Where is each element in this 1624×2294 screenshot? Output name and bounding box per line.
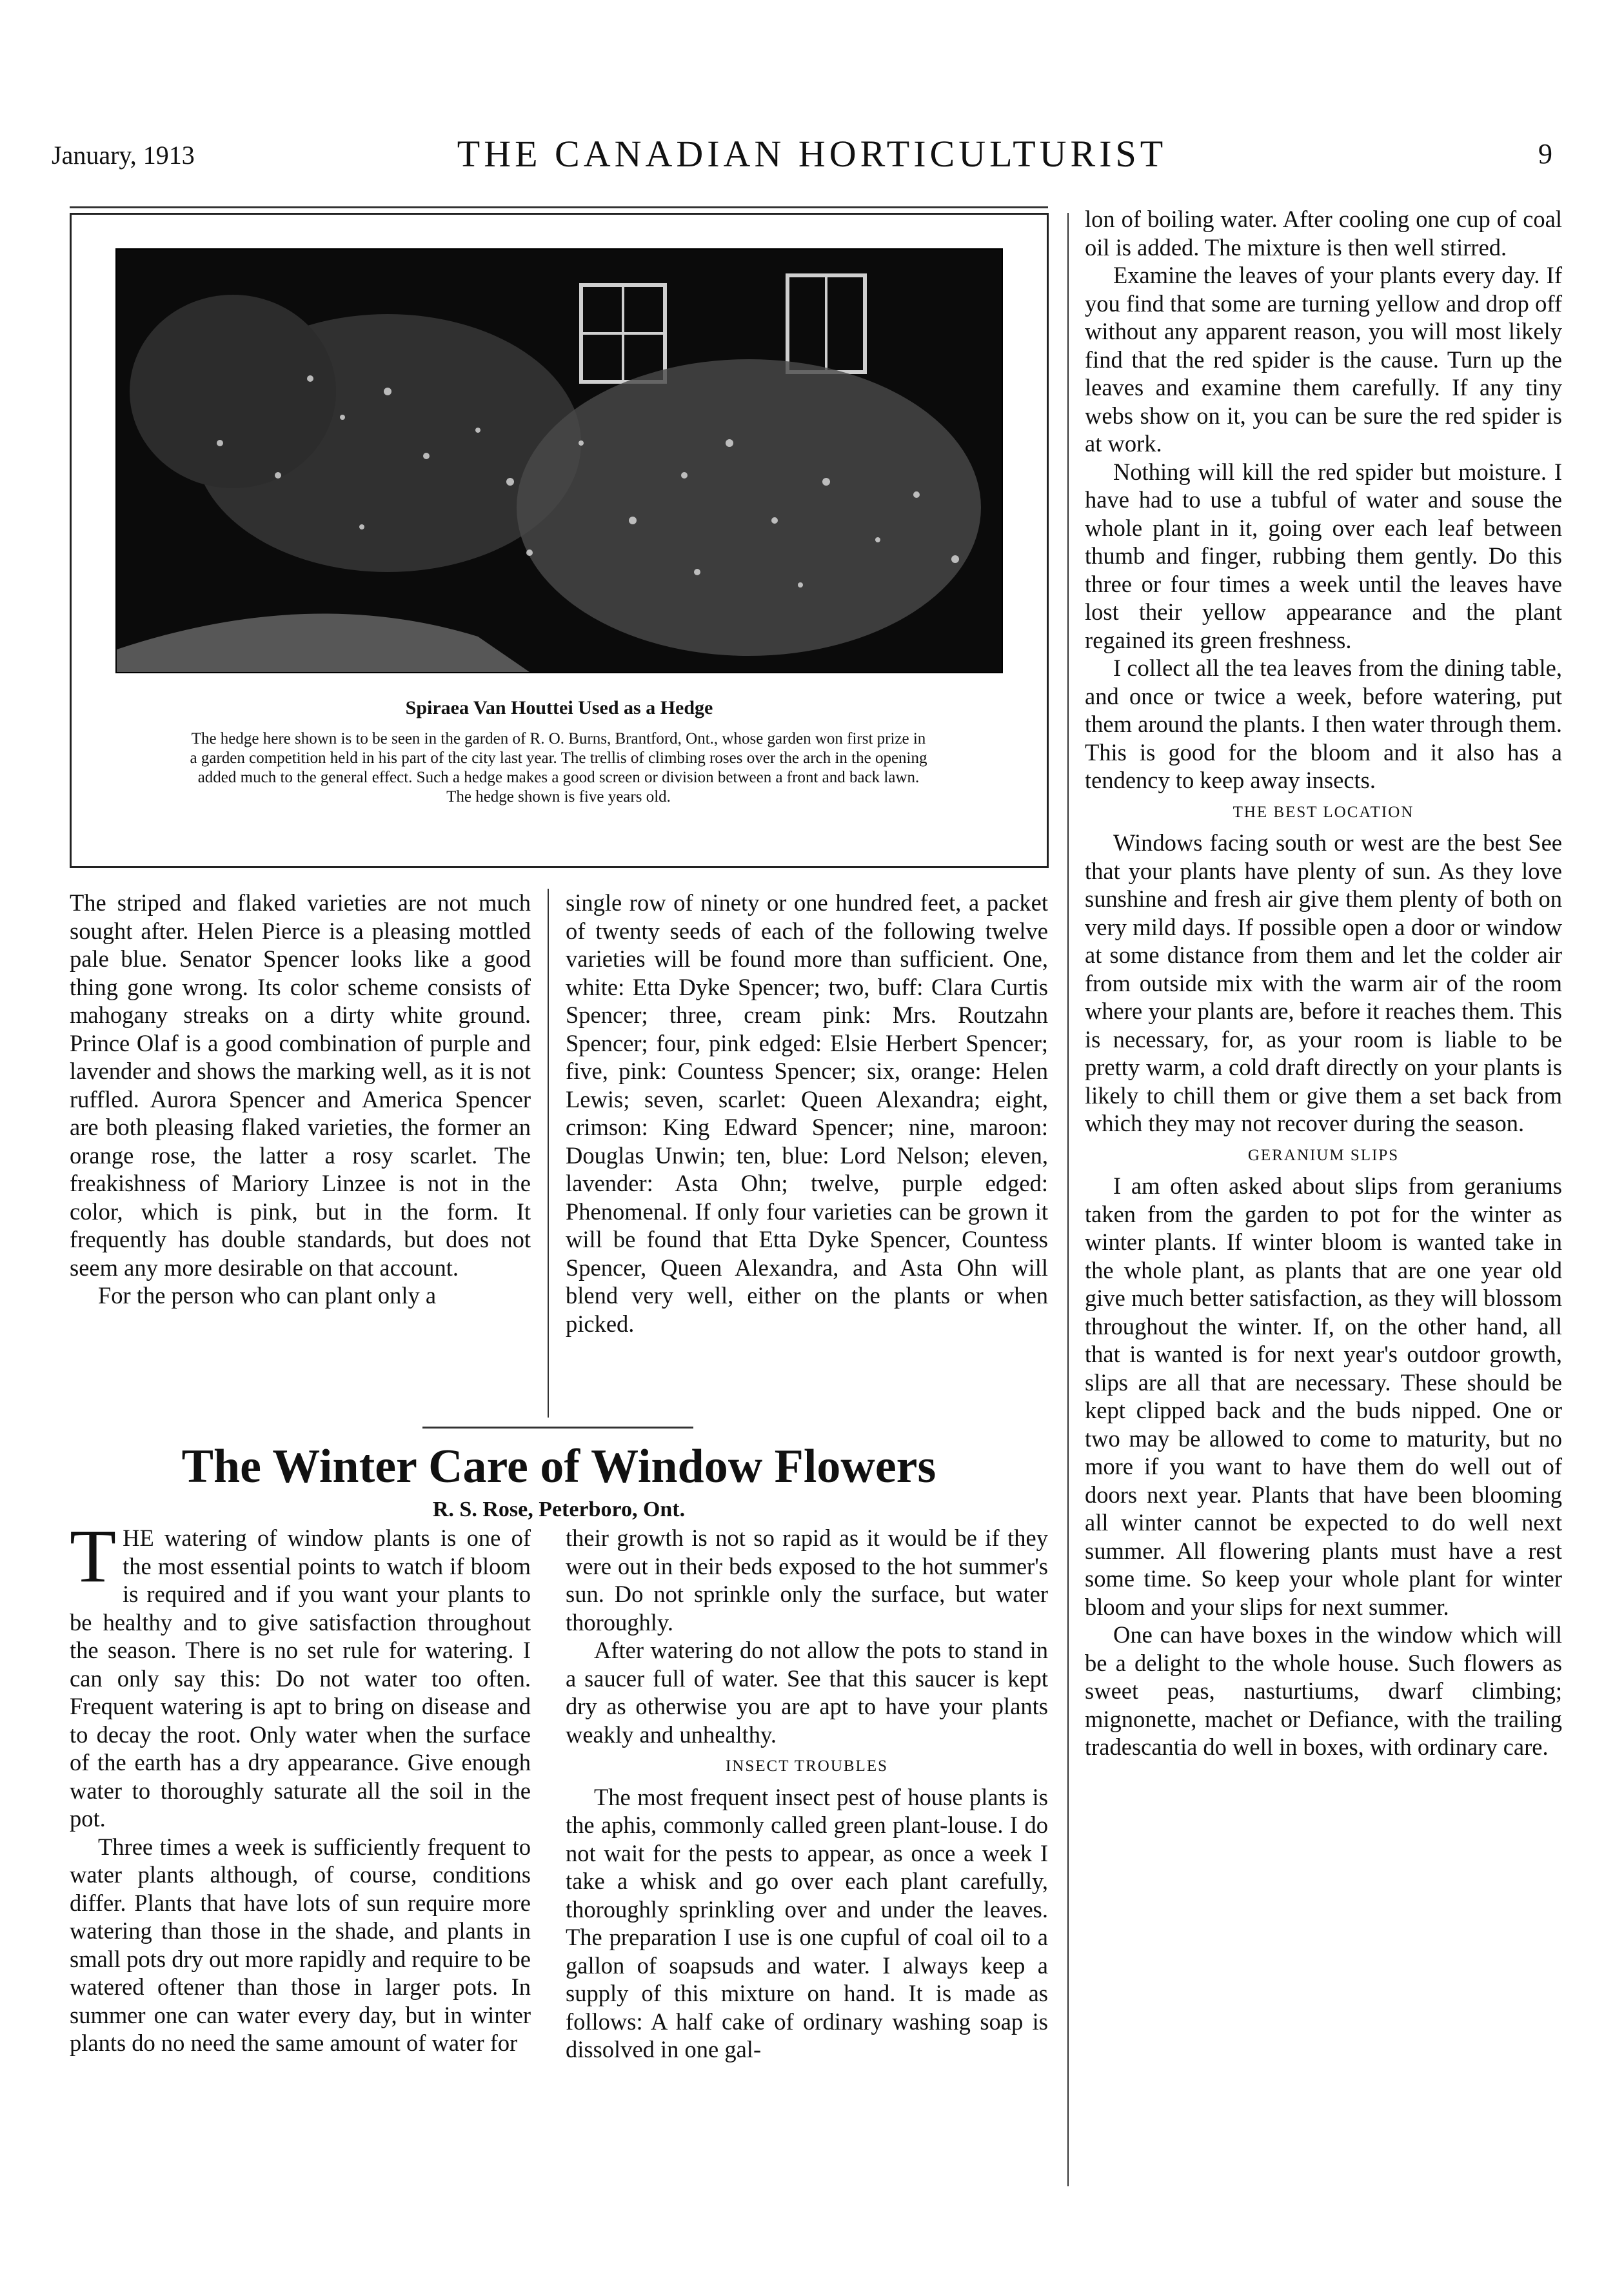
upper-column-middle: [566, 889, 1048, 1338]
article-byline: R. S. Rose, Peterboro, Ont.: [432, 1498, 686, 1521]
hedge-photo: [115, 248, 1003, 673]
paragraph: The most frequent insect pest of house plants is the aphis, commonly called green plant-louse. I do not wait for the pests to appear, as once a week I take a whisk and go over each plant carefully, thoroughly sprinkling over and under the leaves. The preparation I use is one cupful of coal oil to a gallon of soapsuds and water. I always keep a supply of this mixture on hand. It is made as follows: A half cake of ordinary washing soap is dissolved in one gal-: [566, 1783, 1048, 2062]
article-column-right: [1085, 205, 1562, 1761]
article-title: The Winter Care of Window Flowers: [181, 1440, 936, 1493]
article-column-left: [70, 1514, 531, 2057]
paragraph: I am often asked about slips from geraniums taken from the garden to pot for the winter as winter plants. If winter bloom is wanted take in the whole plant, as plants that are one year old give much better satisfaction, as they will blossom throughout the winter. If, on the other hand, all that is wanted is for next year's outdoor growth, slips are all that are necessary. These should be kept clipped back and the buds nipped. One or two may be allowed to come to maturity, but no more if you want to have them do well out of doors next year. Plants that have been blooming all winter cannot be expected to do well next summer. All flowering plants must have a rest some time. So keep your whole plant for winter bloom and your slips for next summer.: [1085, 1172, 1562, 1620]
paragraph: HE watering of window plants is one of the most essential points to watch if bloom is required and if you want your plants to be healthy and to give satisfaction throughout the season. There is no set rule for watering. I can only say this: Do not water too often. Frequent watering is apt to bring on disease and to decay the root. Only water when the surface of the earth has a dry appearance. Give enough water to thoroughly saturate all the soil in the pot.: [70, 1525, 531, 1832]
header-rule: [70, 206, 1048, 208]
paragraph: Windows facing south or west are the best See that your plants have plenty of sun. As they love sunshine and fresh air give them plenty of both on very mild days. If possible open a door or window at some distance from them and let the colder air from outside mix with the warm air of the room where your plants are, before it reaches them. This is necessary, for, as your room is liable to be pretty warm, a cold draft directly on your plants is likely to chill them or give them a set back from which they may not recover during the season.: [1085, 829, 1562, 1136]
page-header: [0, 132, 1624, 177]
paragraph: Three times a week is sufficiently frequent to water plants although, of course, conditions differ. Plants that have lots of sun require more watering than those in the shade, and plants in small pots dry out more rapidly and require to be watered oftener than those in larger pots. In summer one can water every day, but in winter plants do no need the same amount of water for: [70, 1833, 531, 2056]
issue-date: January, 1913: [52, 141, 195, 170]
paragraph: I collect all the tea leaves from the dining table, and once or twice a week, before watering, put them around the plants. I then water through them. This is good for the bloom and it also has a tendency to keep away insects.: [1085, 655, 1562, 793]
paragraph: One can have boxes in the window which will be a delight to the whole house. Such flowers as sweet peas, nasturtiums, dwarf climbing; mignonette, machet or Defiance, with the trailing tradescantia do well in boxes, with ordinary care.: [1085, 1621, 1562, 1760]
paragraph: single row of ninety or one hundred feet, a packet of twenty seeds of each of the following twelve varieties will be found more than sufficient. One, white: Etta Dyke Spencer; two, buff: Clara Curtis Spencer; three, cream pink: Mrs. Routzahn Spencer; four, pink edged: Elsie Herbert Spencer; five, pink: Countess Spencer; six, orange: Helen Lewis; seven, scarlet: Queen Alexandra; eight, crimson: King Edward Spencer; nine, maroon: Douglas Unwin; ten, blue: Lord Nelson; eleven, lavender: Asta Ohn; twelve, purple edged: Phenomenal. If only four varieties can be grown it will be found that Etta Dyke Spencer, Countess Spencer, Queen Alexandra, and Asta Ohn will blend very well, either on the plants or when picked.: [566, 889, 1048, 1337]
magazine-title: THE CANADIAN HORTICULTURIST: [457, 133, 1167, 175]
paragraph: The striped and flaked varieties are not much sought after. Helen Pierce is a pleasing mottled pale blue. Senator Spencer looks like a good thing gone wrong. Its color scheme consists of mahogany streaks on a dirty white ground. Prince Olaf is a good combination of purple and lavender and shows the marking well, as it is not ruffled. Aurora Spencer and America Spencer are both pleasing flaked varieties, the former an orange rose, the latter a rosy scarlet. The freakishness of Mariory Linzee is not in the color, which is pink, but in the form. It frequently has double standards, but does not seem any more desirable on that account.: [70, 889, 531, 1281]
figure-caption-text: The hedge here shown is to be seen in the garden of R. O. Burns, Brantford, Ont., whose garden won first prize in a garden competition held in his part of the city last year. The trellis of climbing roses over the arch in the opening added much to the general effect. Such a hedge makes a good screen or division between a front and back lawn. The hedge shown is five years old.: [190, 730, 927, 806]
column-rule: [1067, 213, 1069, 2186]
subheading-geranium-slips: GERANIUM SLIPS: [1247, 1146, 1400, 1164]
page-number: 9: [1538, 138, 1552, 170]
column-rule: [548, 889, 549, 1418]
paragraph: Nothing will kill the red spider but moisture. I have had to use a tubful of water and souse the whole plant in it, going over each leaf between thumb and finger, rubbing them gently. Do this three or four times a week until the leaves have lost their yellow appearance and the plant regained its green freshness.: [1085, 458, 1562, 653]
subheading-insect-troubles: INSECT TROUBLES: [725, 1757, 889, 1775]
paragraph: their growth is not so rapid as it would be if they were out in their beds exposed to the hot summer's sun. Do not sprinkle only the surface, but water thoroughly.: [566, 1525, 1048, 1636]
subheading-best-location: THE BEST LOCATION: [1233, 803, 1414, 821]
figure-caption-title: Spiraea Van Houttei Used as a Hedge: [405, 697, 713, 718]
article-column-middle: [566, 1524, 1048, 2064]
paragraph: For the person who can plant only a: [98, 1282, 437, 1309]
paragraph: Examine the leaves of your plants every day. If you find that some are turning yellow and drop off without any apparent reason, you will most likely find that the red spider is the cause. Turn up the leaves and examine them carefully. If any tiny webs show on it, you can be sure the red spider is at work.: [1085, 262, 1562, 457]
paragraph: lon of boiling water. After cooling one cup of coal oil is added. The mixture is then well stirred.: [1085, 206, 1562, 261]
paragraph: After watering do not allow the pots to stand in a saucer full of water. See that this saucer is kept dry as otherwise you are apt to have your plants weakly and unhealthy.: [566, 1637, 1048, 1748]
hedge-photo-graphic: [117, 250, 1002, 672]
photo-figure: [70, 213, 1049, 868]
drop-cap: T: [70, 1514, 117, 1598]
upper-column-left: [70, 889, 531, 1310]
article-rule: [422, 1427, 693, 1429]
